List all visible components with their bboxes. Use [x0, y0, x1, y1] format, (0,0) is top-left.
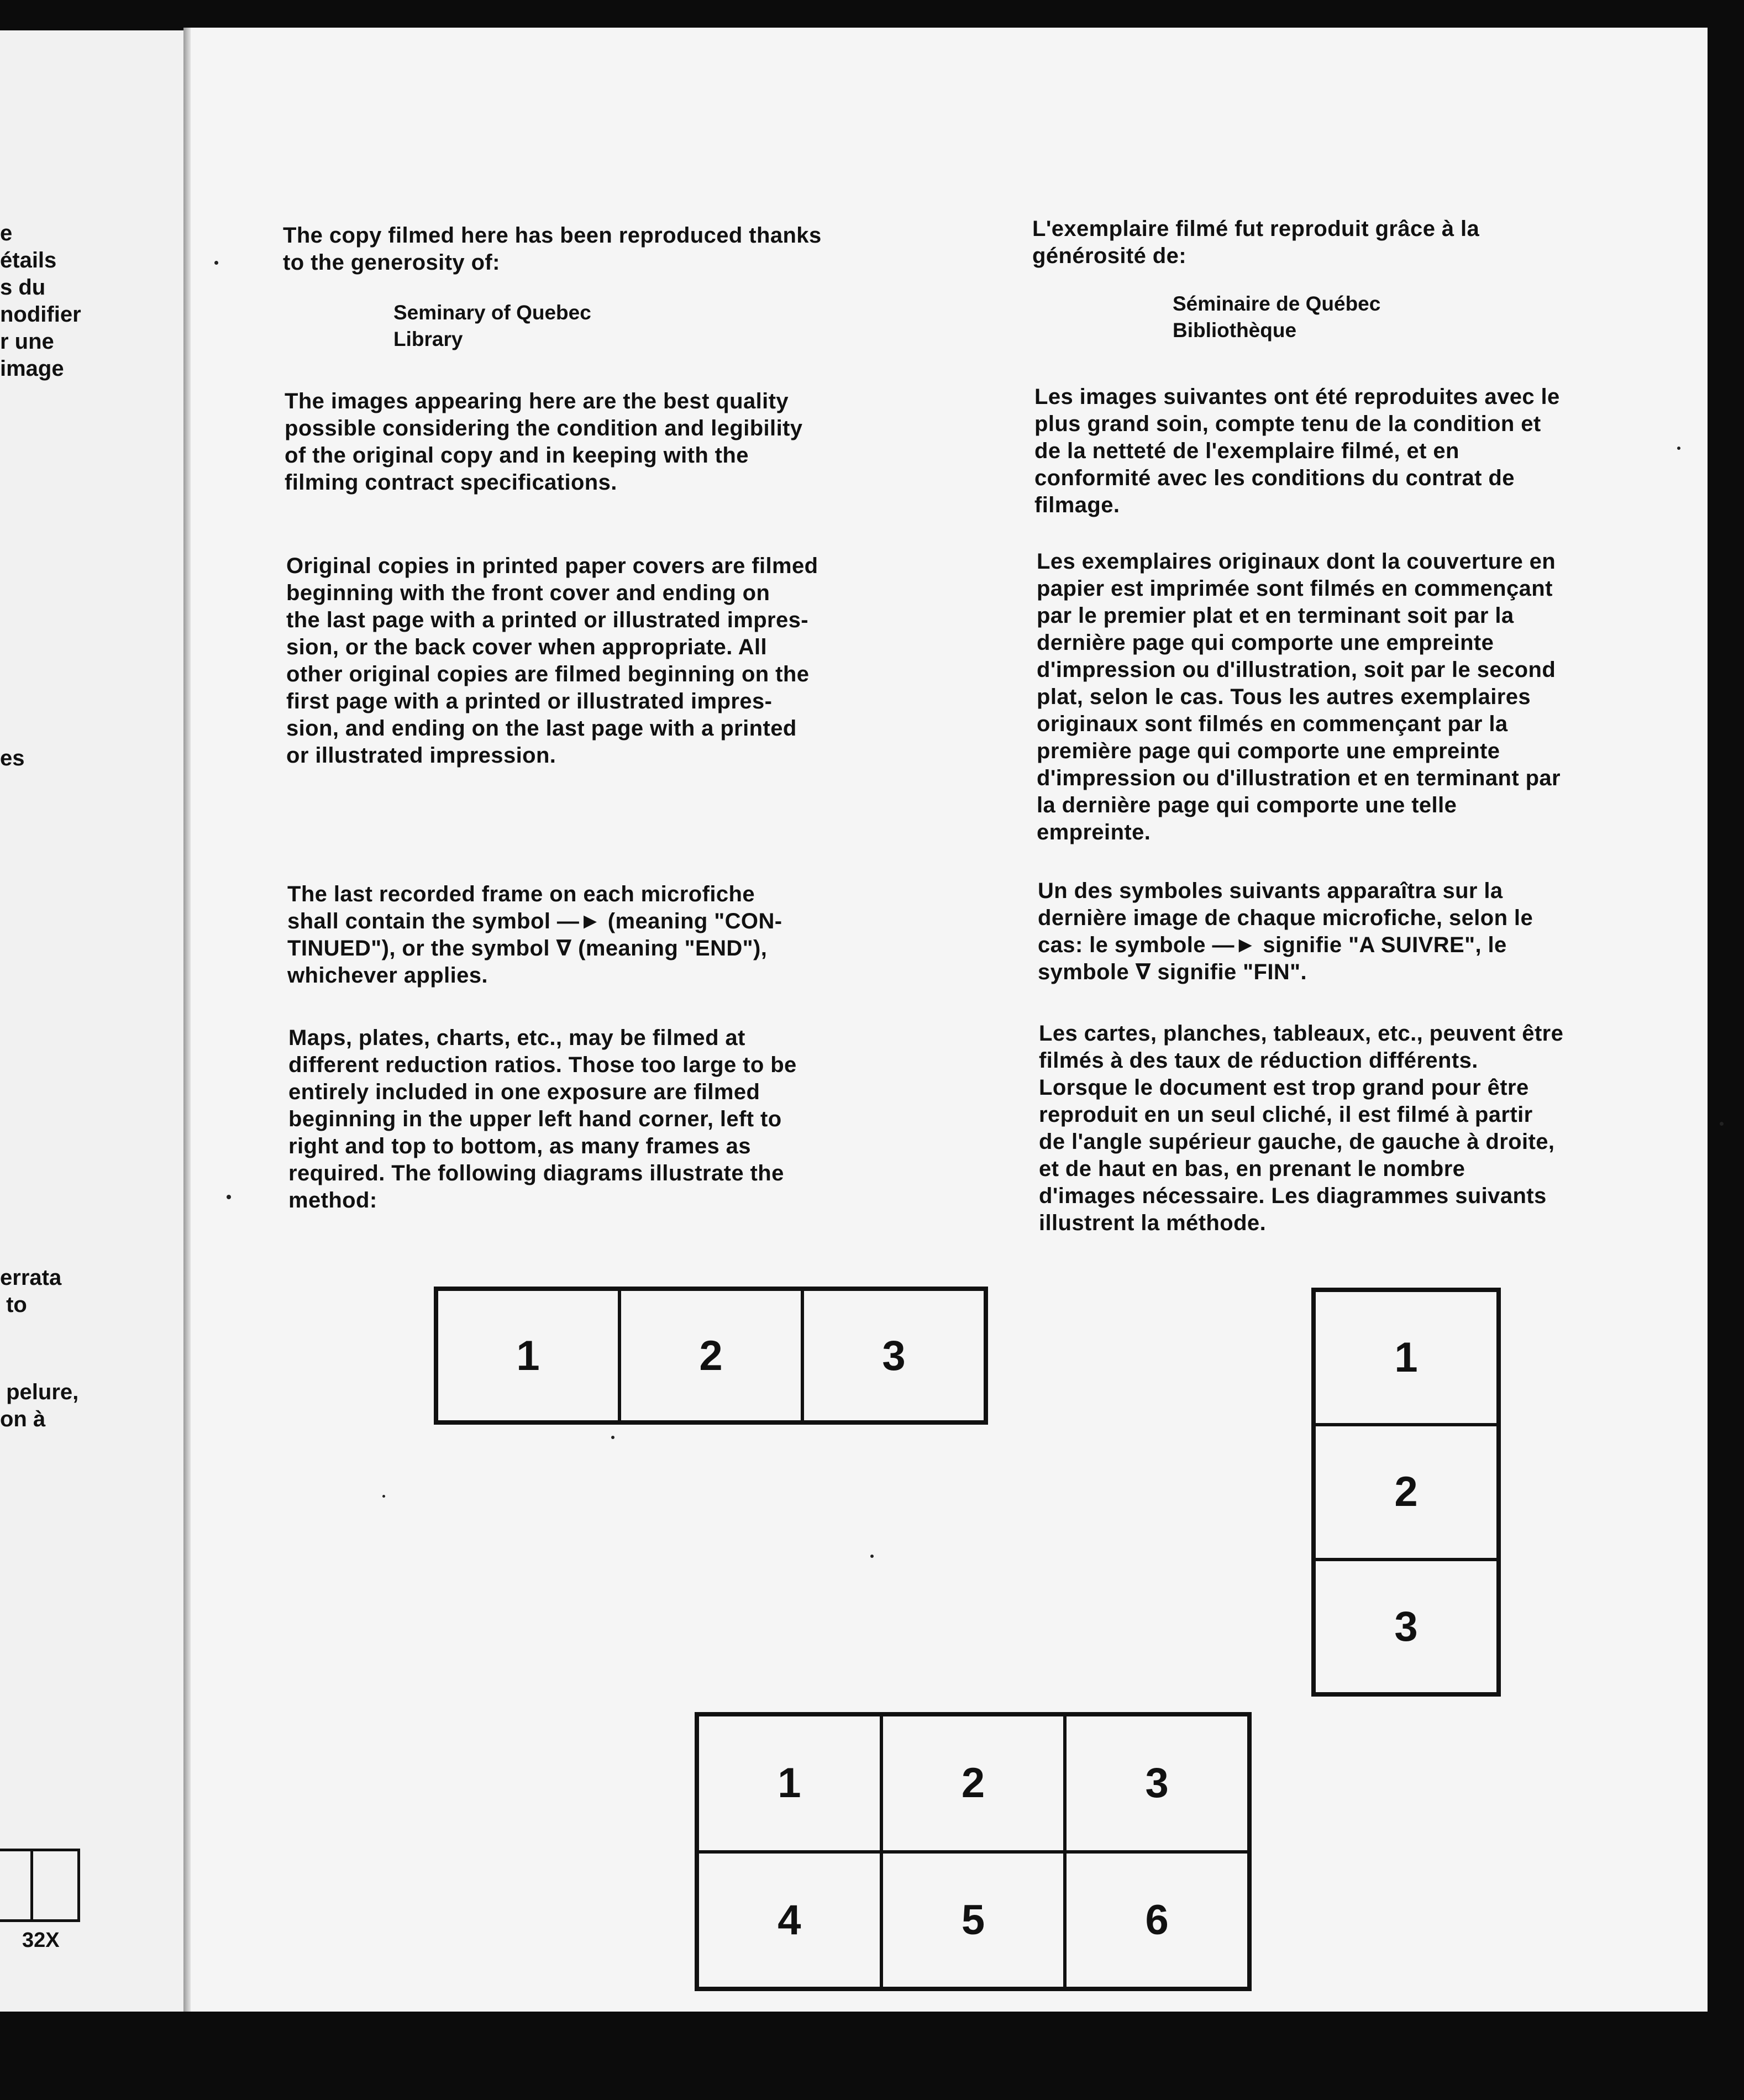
left-page-fragment-3: errata to — [0, 1266, 62, 1317]
english-credit-institution: Seminary of Quebec — [393, 301, 591, 324]
scan-speck — [1720, 1122, 1724, 1126]
resolution-target-boxes — [0, 1849, 80, 1922]
french-credit-block — [1173, 291, 1380, 344]
english-paragraph-symbols: The last recorded frame on each microfiche shall contain the symbol —► (meaning "CON- TINUED"), or the symbol ∇ (meaning "END"), whichever applies. — [287, 882, 782, 988]
diagram-horizontal — [434, 1287, 988, 1425]
diagram-vertical — [1311, 1288, 1501, 1697]
left-page-fragment-1: e étails s du nodifier r une image — [0, 221, 81, 381]
french-paragraph-covers: Les exemplaires originaux dont la couverture en papier est imprimée sont filmés en commençant par le premier plat et en terminant soit par la dernière page qui comporte une empreinte d'impression ou d'illustration, soit par le second plat, selon le cas. Tous les autres exemplaires originaux sont filmés en commençant par la première page qui comporte une empreinte d'impression ou d'illustration et en terminant par la dernière page qui comporte une telle empreinte. — [1037, 549, 1561, 844]
scan-speck — [611, 1436, 614, 1439]
magnification-label: 32X — [22, 1929, 60, 1952]
french-credit-intro: L'exemplaire filmé fut reproduit grâce à la générosité de: — [1032, 217, 1480, 268]
scan-speck — [227, 1195, 231, 1199]
diagram-frame: 6 — [1065, 1852, 1249, 1989]
diagram-frame: 3 — [802, 1289, 985, 1422]
english-credit-block — [393, 300, 591, 353]
diagram-grid — [695, 1712, 1252, 1991]
diagram-frame: 1 — [437, 1289, 619, 1422]
english-credit-department: Library — [393, 328, 463, 350]
scan-speck — [1677, 447, 1680, 450]
diagram-frame: 5 — [881, 1852, 1065, 1989]
english-credit-intro: The copy filmed here has been reproduced thanks to the generosity of: — [283, 223, 822, 275]
french-credit-department: Bibliothèque — [1173, 319, 1297, 342]
french-paragraph-quality: Les images suivantes ont été reproduites avec le plus grand soin, compte tenu de la condition et de la netteté de l'exemplaire filmé, et en conformité avec les conditions du contrat de filmage. — [1034, 385, 1560, 517]
french-paragraph-maps: Les cartes, planches, tableaux, etc., peuvent être filmés à des taux de réduction différents. Lorsque le document est trop grand pour être reproduit en un seul cliché, il est filmé à partir de l'angle supérieur gauche, de gauche à droite, et de haut en bas, en prenant le nombre d'images nécessaire. Les diagrammes suivants illustrent la méthode. — [1039, 1021, 1564, 1235]
diagram-frame: 2 — [881, 1715, 1065, 1852]
diagram-frame: 1 — [1314, 1290, 1498, 1425]
scan-top-border — [0, 0, 1744, 28]
french-credit-institution: Séminaire de Québec — [1173, 292, 1381, 315]
english-paragraph-covers: Original copies in printed paper covers are filmed beginning with the front cover and ending on the last page with a printed or illustrated impres- sion, or the back cover when appropriate. All other original copies are filmed beginning on the first page with a printed or illustrated impres- sion, and ending on the last page with a printed or illustrated impression. — [286, 554, 818, 768]
scan-speck — [214, 261, 218, 265]
left-page-fragment-4: pelure, on à — [0, 1380, 79, 1431]
scan-speck — [870, 1555, 874, 1558]
diagram-frame: 2 — [1314, 1425, 1498, 1559]
english-paragraph-quality: The images appearing here are the best quality possible considering the condition and legibility of the original copy and in keeping with the filming contract specifications. — [285, 389, 803, 495]
diagram-frame: 3 — [1065, 1715, 1249, 1852]
diagram-frame: 4 — [697, 1852, 881, 1989]
english-paragraph-maps: Maps, plates, charts, etc., may be filmed at different reduction ratios. Those too large to be entirely included in one exposure are filmed beginning in the upper left hand corner, left to right and top to bottom, as many frames as required. The following diagrams illustrate the method: — [288, 1026, 797, 1212]
diagram-frame: 2 — [619, 1289, 802, 1422]
scan-right-border — [1708, 39, 1744, 2012]
scan-speck — [382, 1495, 385, 1498]
diagram-frame: 1 — [697, 1715, 881, 1852]
diagram-frame: 3 — [1314, 1560, 1498, 1694]
french-paragraph-symbols: Un des symboles suivants apparaîtra sur la dernière image de chaque microfiche, selon le cas: le symbole —► signifie "A SUIVRE", le symbole ∇ signifie "FIN". — [1038, 879, 1533, 984]
left-page-fragment-2: es — [0, 746, 25, 770]
